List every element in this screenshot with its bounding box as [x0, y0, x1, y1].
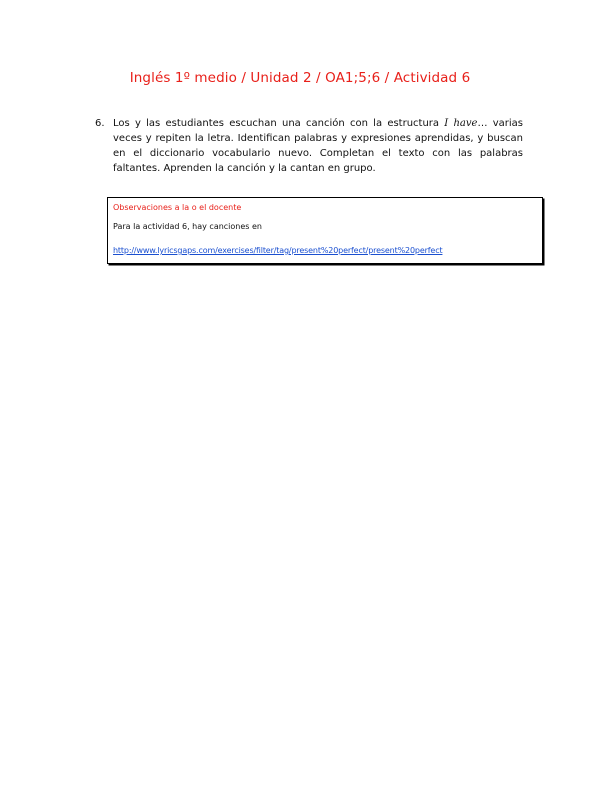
- activity-text-start: Los y las estudiantes escuchan una canción con la estructura: [113, 118, 445, 129]
- observations-text: Para la actividad 6, hay canciones en: [113, 222, 262, 231]
- observations-heading: Observaciones a la o el docente: [113, 203, 242, 212]
- page-title: Inglés 1º medio / Unidad 2 / OA1;5;6 / Actividad 6: [129, 70, 471, 86]
- activity-description: [113, 116, 523, 176]
- activity-text-end: … varias veces y repiten la letra. Identifican palabras y expresiones aprendidas, y buscan en el diccionario vocabulario nuevo. Completan el texto con las palabras faltantes. Aprenden la canción y la cantan en grupo.: [113, 118, 523, 174]
- lyricsgaps-link[interactable]: http://www.lyricsgaps.com/exercises/filter/tag/present%20perfect/present%20perfect: [113, 246, 443, 255]
- activity-text-italic: I have: [444, 118, 478, 129]
- teacher-observations-box: [107, 197, 543, 264]
- activity-number: 6.: [95, 118, 105, 129]
